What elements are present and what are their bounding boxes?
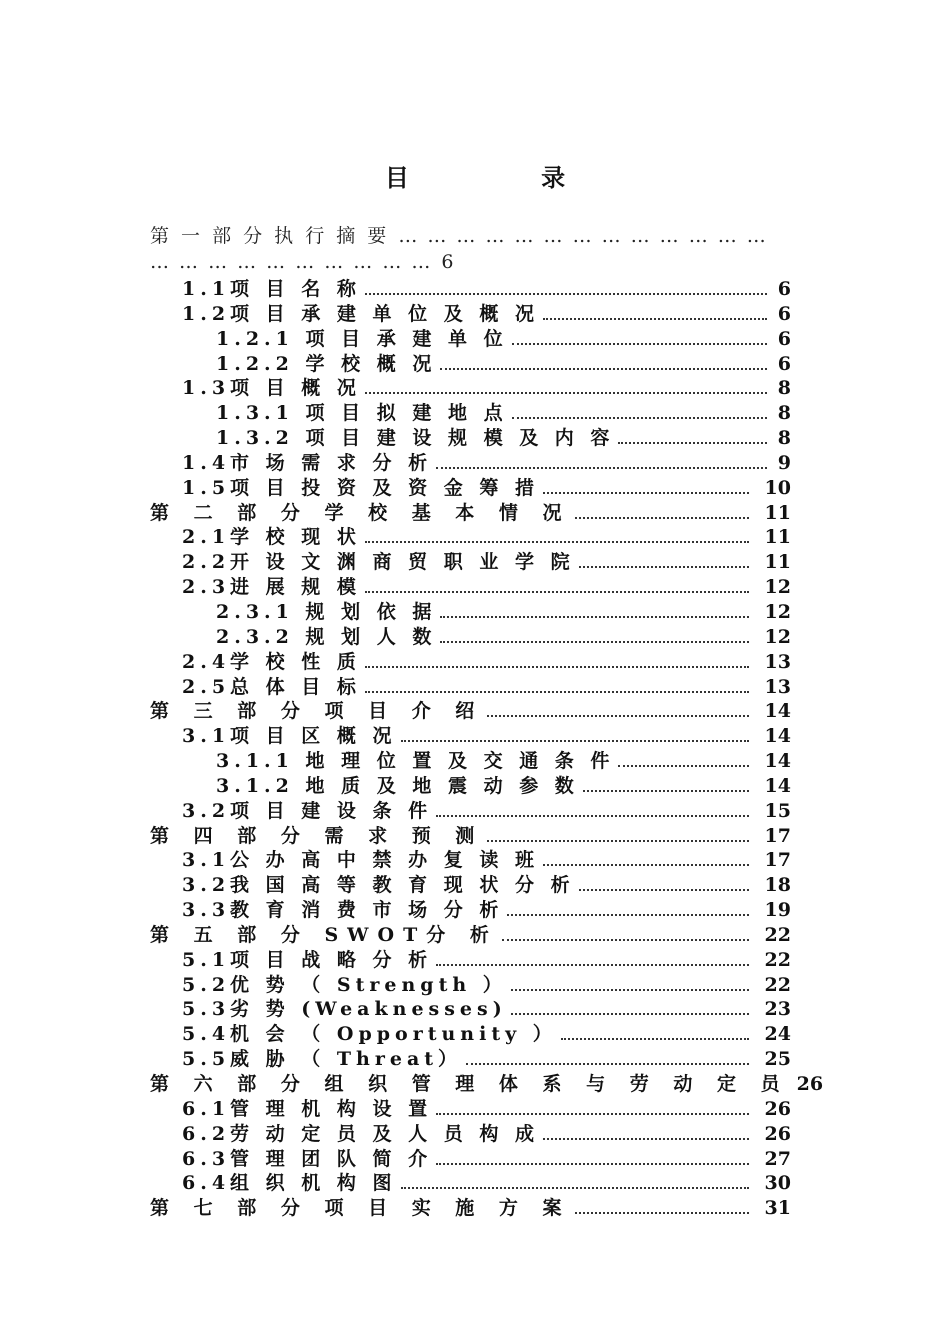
- toc-entry-leader: [365, 541, 749, 543]
- toc-entry-page: 6: [777, 302, 791, 325]
- toc-entry[interactable]: [150, 1144, 791, 1169]
- toc-entry-text: 第 四 部 分 需 求 预 测: [150, 824, 484, 847]
- toc-entry-leader: [365, 591, 749, 593]
- toc-entry[interactable]: [150, 522, 791, 547]
- toc-entry-page: 22: [764, 948, 791, 971]
- toc-entry-text: 第 一 部 分 执 行 摘 要: [150, 225, 390, 247]
- toc-entry-text: 1.2.2 学 校 概 况: [216, 352, 437, 375]
- toc-entry-page: 6: [777, 278, 791, 300]
- toc-entry-page: 11: [764, 551, 791, 574]
- toc-entry[interactable]: [150, 572, 791, 597]
- toc-entry-text: 2.1学 校 现 状: [182, 526, 361, 549]
- toc-entry-page: 11: [764, 526, 791, 549]
- toc-entry-page: 17: [764, 824, 791, 847]
- toc-entry-page: 22: [764, 973, 791, 996]
- toc-entry-page: 8: [777, 402, 791, 425]
- table-of-contents: [150, 274, 824, 1220]
- toc-entry-text: 5.2优 势 （ Strength ）: [182, 973, 507, 996]
- toc-entry-leader: [575, 1212, 749, 1214]
- toc-entry-page: 12: [764, 576, 791, 599]
- toc-entry-text: 第 五 部 分 SWOT分 析: [150, 923, 498, 946]
- toc-entry-text: 1.3.1 项 目 拟 建 地 点: [216, 402, 508, 425]
- toc-entry-leader: [365, 293, 767, 295]
- toc-entry[interactable]: [150, 821, 791, 846]
- toc-entry-text: 1.3.2 项 目 建 设 规 模 及 内 容: [216, 427, 615, 450]
- toc-entry-page: 26: [764, 1122, 791, 1145]
- toc-entry-leader: [436, 1163, 749, 1165]
- toc-entry-leader: [487, 840, 749, 842]
- toc-entry[interactable]: [150, 746, 791, 771]
- toc-entry-page: 6: [441, 251, 457, 273]
- toc-entry-leader: [365, 666, 749, 668]
- toc-entry[interactable]: [150, 870, 791, 895]
- toc-entry-page: 31: [764, 1197, 791, 1220]
- toc-entry[interactable]: [150, 1193, 791, 1218]
- toc-entry[interactable]: [150, 373, 791, 398]
- toc-entry-text: 5.3劣 势 (Weaknesses): [182, 998, 507, 1021]
- toc-entry-page: 14: [764, 750, 791, 773]
- toc-entry-text: 3.3教 育 消 费 市 场 分 析: [182, 899, 504, 922]
- toc-entry-page: 17: [764, 849, 791, 872]
- toc-entry-text: 3.1公 办 高 中 禁 办 复 读 班: [182, 849, 539, 872]
- toc-entry-leader: [543, 864, 749, 866]
- toc-entry-page: 12: [764, 625, 791, 648]
- toc-entry-leader: [579, 566, 749, 568]
- toc-entry-page: 18: [764, 874, 791, 897]
- toc-entry-leader: … … … … … … … … … … … … … … … … … … … … … … …: [150, 225, 768, 273]
- toc-entry[interactable]: [150, 647, 791, 672]
- toc-entry-text: 1.1项 目 名 称: [182, 278, 361, 300]
- toc-entry-leader: [436, 1113, 749, 1115]
- toc-entry-leader: [436, 964, 749, 966]
- toc-entry-leader: [502, 939, 749, 941]
- toc-entry-text: 6.1管 理 机 构 设 置: [182, 1097, 433, 1120]
- toc-entry-leader: [466, 1063, 749, 1065]
- toc-entry[interactable]: [150, 324, 791, 349]
- toc-entry[interactable]: [150, 299, 791, 324]
- toc-entry[interactable]: [150, 771, 791, 796]
- toc-entry[interactable]: [150, 845, 791, 870]
- toc-entry-page: 6: [777, 352, 791, 375]
- toc-entry-text: 2.3.1 规 划 依 据: [216, 600, 437, 623]
- toc-entry[interactable]: [150, 498, 791, 523]
- toc-entry-leader: [436, 815, 749, 817]
- toc-entry-leader: [575, 517, 749, 519]
- toc-entry-leader: [512, 343, 767, 345]
- toc-entry-text: 2.3进 展 规 模: [182, 576, 361, 599]
- toc-entry-leader: [401, 740, 749, 742]
- toc-entry-text: 第 二 部 分 学 校 基 本 情 况: [150, 501, 571, 524]
- toc-entry-leader: [512, 417, 767, 419]
- toc-entry-leader: [436, 467, 767, 469]
- toc-entry-page: 24: [764, 1023, 791, 1046]
- toc-entry[interactable]: [150, 945, 791, 970]
- toc-entry[interactable]: [150, 696, 791, 721]
- toc-entry-text: 3.2我 国 高 等 教 育 现 状 分 析: [182, 874, 575, 897]
- toc-entry-leader: [487, 715, 749, 717]
- toc-entry-page: 11: [764, 501, 791, 524]
- toc-entry-text: 1.4市 场 需 求 分 析: [182, 451, 433, 474]
- toc-entry[interactable]: [150, 1069, 824, 1095]
- toc-entry[interactable]: [150, 622, 791, 647]
- toc-entry-page: 13: [764, 675, 791, 698]
- toc-entry-leader: [543, 1138, 749, 1140]
- toc-entry-leader: [579, 889, 749, 891]
- toc-entry[interactable]: [150, 448, 791, 473]
- toc-entry-text: 5.1项 目 战 略 分 析: [182, 948, 433, 971]
- toc-title: 目 录: [384, 163, 628, 192]
- toc-entry[interactable]: [150, 274, 791, 299]
- toc-entry-text: 第 七 部 分 项 目 实 施 方 案: [150, 1197, 571, 1220]
- toc-entry-page: 25: [764, 1048, 791, 1071]
- toc-entry-page: 6: [777, 327, 791, 350]
- toc-entry-leader: [440, 616, 749, 618]
- toc-entry[interactable]: [150, 721, 791, 746]
- toc-entry[interactable]: [150, 1044, 791, 1069]
- toc-entry-page: 30: [764, 1172, 791, 1195]
- toc-entry[interactable]: [150, 1168, 791, 1193]
- toc-entry-page: 27: [764, 1147, 791, 1170]
- toc-entry-text: 1.2.1 项 目 承 建 单 位: [216, 327, 508, 350]
- toc-entry[interactable]: [150, 473, 791, 498]
- toc-entry[interactable]: [150, 423, 791, 448]
- toc-entry[interactable]: [150, 349, 791, 374]
- toc-entry-text: 2.5总 体 目 标: [182, 675, 361, 698]
- toc-entry-page: 12: [764, 600, 791, 623]
- toc-entry[interactable]: [150, 1019, 791, 1044]
- toc-entry-leader: [583, 790, 749, 792]
- toc-entry-page: 15: [764, 799, 791, 822]
- toc-entry-part-1[interactable]: [150, 223, 790, 275]
- toc-entry-page: 19: [764, 899, 791, 922]
- toc-entry[interactable]: [150, 672, 791, 697]
- toc-entry-leader: [401, 1187, 749, 1189]
- toc-entry-leader: [440, 368, 767, 370]
- toc-entry-page: 26: [764, 1097, 791, 1120]
- toc-entry-text: 6.2劳 动 定 员 及 人 员 构 成: [182, 1122, 539, 1145]
- toc-entry-text: 第 六 部 分 组 织 管 理 体 系 与 劳 动 定 员: [150, 1073, 789, 1095]
- toc-entry-page: 13: [764, 650, 791, 673]
- toc-entry-page: 14: [764, 725, 791, 748]
- toc-entry-text: 1.2项 目 承 建 单 位 及 概 况: [182, 302, 539, 325]
- toc-entry[interactable]: [150, 1119, 791, 1144]
- toc-entry-leader: [511, 989, 749, 991]
- toc-entry-text: 6.3管 理 团 队 简 介: [182, 1147, 433, 1170]
- toc-entry-text: 3.1项 目 区 概 况: [182, 725, 397, 748]
- toc-entry-text: 1.5项 目 投 资 及 资 金 筹 措: [182, 476, 539, 499]
- toc-entry[interactable]: [150, 895, 791, 920]
- toc-entry-leader: [511, 1013, 749, 1015]
- toc-entry[interactable]: [150, 1094, 791, 1119]
- toc-entry-leader: [618, 442, 767, 444]
- toc-entry[interactable]: [150, 796, 791, 821]
- toc-entry-page: 8: [777, 377, 791, 400]
- toc-entry-text: 2.3.2 规 划 人 数: [216, 625, 437, 648]
- toc-entry-text: 3.1.2 地 质 及 地 震 动 参 数: [216, 774, 579, 797]
- toc-entry-page: 8: [777, 427, 791, 450]
- toc-entry-leader: [507, 914, 749, 916]
- toc-entry[interactable]: [150, 970, 791, 995]
- toc-entry[interactable]: [150, 597, 791, 622]
- toc-entry-page: 22: [764, 923, 791, 946]
- toc-entry-text: 2.4学 校 性 质: [182, 650, 361, 673]
- toc-entry-leader: [543, 492, 749, 494]
- toc-entry-text: 3.2项 目 建 设 条 件: [182, 799, 433, 822]
- toc-entry-leader: [365, 691, 749, 693]
- toc-entry[interactable]: [150, 547, 791, 572]
- toc-entry-text: 5.4机 会 （ Opportunity ）: [182, 1023, 557, 1046]
- toc-entry-leader: [365, 392, 767, 394]
- toc-entry-page: 26: [796, 1073, 824, 1095]
- toc-entry-page: 10: [764, 476, 791, 499]
- toc-entry-text: 6.4组 织 机 构 图: [182, 1172, 397, 1195]
- toc-entry-page: 23: [764, 998, 791, 1021]
- toc-entry[interactable]: [150, 398, 791, 423]
- toc-entry-leader: [618, 765, 749, 767]
- toc-entry-text: 3.1.1 地 理 位 置 及 交 通 条 件: [216, 750, 615, 773]
- toc-entry-leader: [440, 641, 749, 643]
- toc-entry-page: 9: [777, 451, 791, 474]
- toc-entry-text: 第 三 部 分 项 目 介 绍: [150, 700, 484, 723]
- toc-entry-leader: [543, 318, 767, 320]
- toc-entry[interactable]: [150, 920, 791, 945]
- toc-entry-leader: [561, 1038, 749, 1040]
- toc-entry-text: 5.5威 胁 （ Threat）: [182, 1048, 463, 1071]
- toc-entry-page: 14: [764, 700, 791, 723]
- toc-entry-page: 14: [764, 774, 791, 797]
- toc-entry[interactable]: [150, 994, 791, 1019]
- toc-entry-text: 2.2开 设 文 渊 商 贸 职 业 学 院: [182, 551, 575, 574]
- toc-entry-text: 1.3项 目 概 况: [182, 377, 361, 400]
